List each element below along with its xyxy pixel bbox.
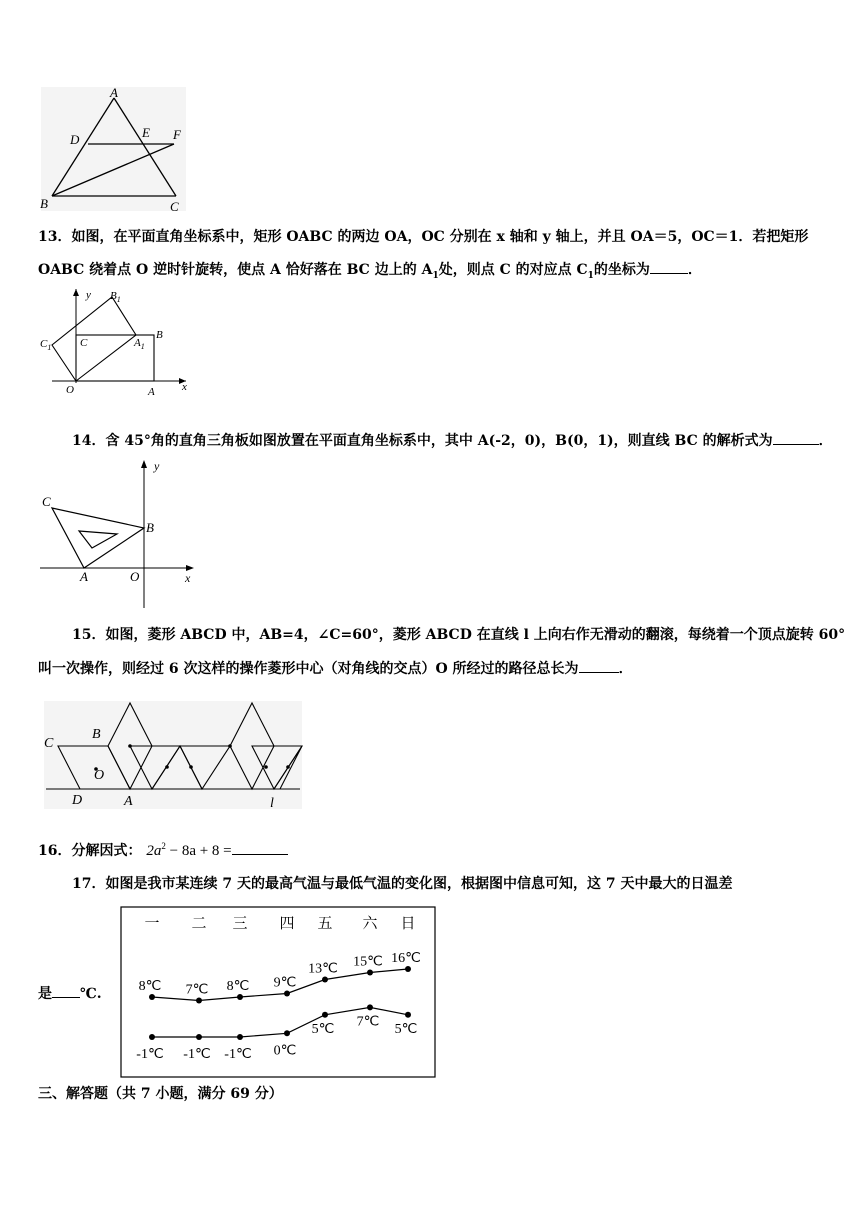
answer-blank-14[interactable] bbox=[773, 444, 819, 445]
label-O: O bbox=[130, 569, 140, 584]
label-y: y bbox=[154, 459, 160, 473]
label-B: B bbox=[156, 329, 163, 341]
label-B: B bbox=[40, 196, 48, 211]
label-O: O bbox=[94, 768, 105, 783]
low-temp-label: 5℃ bbox=[394, 1021, 418, 1037]
label-B1: $B_1$ bbox=[110, 290, 121, 304]
label-C: C bbox=[42, 494, 51, 509]
chart-category-label: 五 bbox=[317, 916, 333, 932]
high-temp-label: 7℃ bbox=[185, 982, 209, 998]
label-A: A bbox=[124, 794, 133, 809]
low-temp-point bbox=[237, 1034, 243, 1040]
question-15-line-1: 15．如图，菱形 ABCD 中，AB=4，∠C=60°，菱形 ABCD 在直线 l 上向右作无滑动的翻滚，每绕着一个顶点旋转 60° bbox=[72, 627, 846, 643]
label-x: x bbox=[185, 571, 191, 585]
label-E: E bbox=[142, 125, 150, 140]
high-temp-point bbox=[322, 977, 328, 983]
low-temp-label: -1℃ bbox=[183, 1047, 211, 1062]
label-C: C bbox=[44, 736, 54, 751]
answer-blank-15[interactable] bbox=[579, 672, 619, 673]
high-temp-label: 8℃ bbox=[226, 979, 250, 994]
label-C: C bbox=[80, 337, 88, 349]
question-14: 14．含 45°角的直角三角板如图放置在平面直角坐标系中，其中 A(-2，0)，B(0，1)，则直线 BC 的解析式为 ． bbox=[72, 433, 833, 449]
label-O: O bbox=[66, 384, 74, 396]
low-temp-point bbox=[322, 1012, 328, 1018]
low-temp-point bbox=[196, 1034, 202, 1040]
high-temp-label: 8℃ bbox=[138, 979, 162, 994]
label-A: A bbox=[80, 569, 88, 584]
label-A1: $A_1$ bbox=[134, 337, 145, 351]
label-A: A bbox=[110, 85, 118, 100]
label-C: C bbox=[170, 199, 179, 214]
triangle-figure bbox=[36, 84, 191, 216]
question-13-line-2: OABC 绕着点 O 逆时针旋转，使点 A 恰好落在 BC 边上的 $A_1$处，则点 C 的对应点 $C_1$的坐标为 ． bbox=[38, 262, 702, 281]
label-D: D bbox=[72, 793, 83, 808]
question-17: 17．如图是我市某连续 7 天的最高气温与最低气温的变化图，根据图中信息可知，这 7 天中最大的日温差 bbox=[72, 876, 733, 892]
question-13-line-1: 13．如图，在平面直角坐标系中，矩形 OABC 的两边 OA，OC 分别在 x 轴和 y 轴上，并且 OA＝5，OC＝1．若把矩形 bbox=[38, 229, 809, 245]
rectangle-rotation-figure bbox=[36, 285, 196, 401]
low-temp-label: -1℃ bbox=[136, 1047, 164, 1062]
low-temp-label: 0℃ bbox=[273, 1043, 297, 1059]
low-temp-point bbox=[284, 1030, 290, 1036]
answer-blank-16[interactable] bbox=[232, 854, 288, 855]
high-temp-label: 9℃ bbox=[273, 975, 297, 991]
chart-category-label: 六 bbox=[362, 916, 378, 932]
answer-blank-17[interactable] bbox=[52, 997, 80, 998]
label-A: A bbox=[148, 386, 155, 398]
high-temp-point bbox=[367, 970, 373, 976]
label-C1: $C_1$ bbox=[40, 338, 52, 352]
label-l: l bbox=[270, 796, 274, 811]
label-x: x bbox=[182, 381, 187, 393]
high-temp-label: 15℃ bbox=[353, 954, 383, 970]
chart-category-label: 一 bbox=[144, 916, 160, 932]
label-B: B bbox=[92, 727, 101, 742]
answer-blank-13[interactable] bbox=[650, 273, 688, 274]
question-17-answer: 是 ℃. bbox=[38, 986, 102, 1002]
high-temp-label: 16℃ bbox=[391, 951, 421, 966]
factor-expression: $2a^2 - 8a + 8$ = bbox=[146, 841, 232, 859]
high-temp-point bbox=[196, 998, 202, 1004]
low-temp-point bbox=[367, 1004, 373, 1010]
low-temp-label: -1℃ bbox=[224, 1047, 252, 1062]
low-temp-label: 7℃ bbox=[356, 1014, 380, 1030]
question-15-line-2: 叫一次操作，则经过 6 次这样的操作菱形中心（对角线的交点）O 所经过的路径总长为 ． bbox=[38, 661, 633, 677]
question-16: 16．分解因式： $2a^2 - 8a + 8$ = bbox=[38, 836, 288, 861]
high-temp-point bbox=[284, 991, 290, 997]
triangle-ruler-figure bbox=[36, 458, 201, 610]
rhombus-rolling-figure bbox=[36, 697, 306, 813]
chart-category-label: 日 bbox=[400, 916, 416, 932]
low-temp-point bbox=[405, 1012, 411, 1018]
chart-category-label: 二 bbox=[191, 916, 207, 932]
high-temp-point bbox=[149, 994, 155, 1000]
high-temp-label: 13℃ bbox=[308, 961, 338, 977]
chart-category-label: 四 bbox=[279, 916, 295, 932]
high-temp-point bbox=[237, 994, 243, 1000]
temperature-chart bbox=[120, 906, 436, 1078]
section-3-title: 三、解答题（共 7 小题，满分 69 分） bbox=[38, 1086, 283, 1102]
chart-category-label: 三 bbox=[232, 916, 248, 932]
low-temp-point bbox=[149, 1034, 155, 1040]
label-F: F bbox=[173, 127, 181, 142]
low-temp-label: 5℃ bbox=[311, 1021, 335, 1037]
label-D: D bbox=[70, 132, 80, 147]
label-B: B bbox=[146, 520, 154, 535]
label-y: y bbox=[86, 289, 91, 301]
high-temp-point bbox=[405, 966, 411, 972]
